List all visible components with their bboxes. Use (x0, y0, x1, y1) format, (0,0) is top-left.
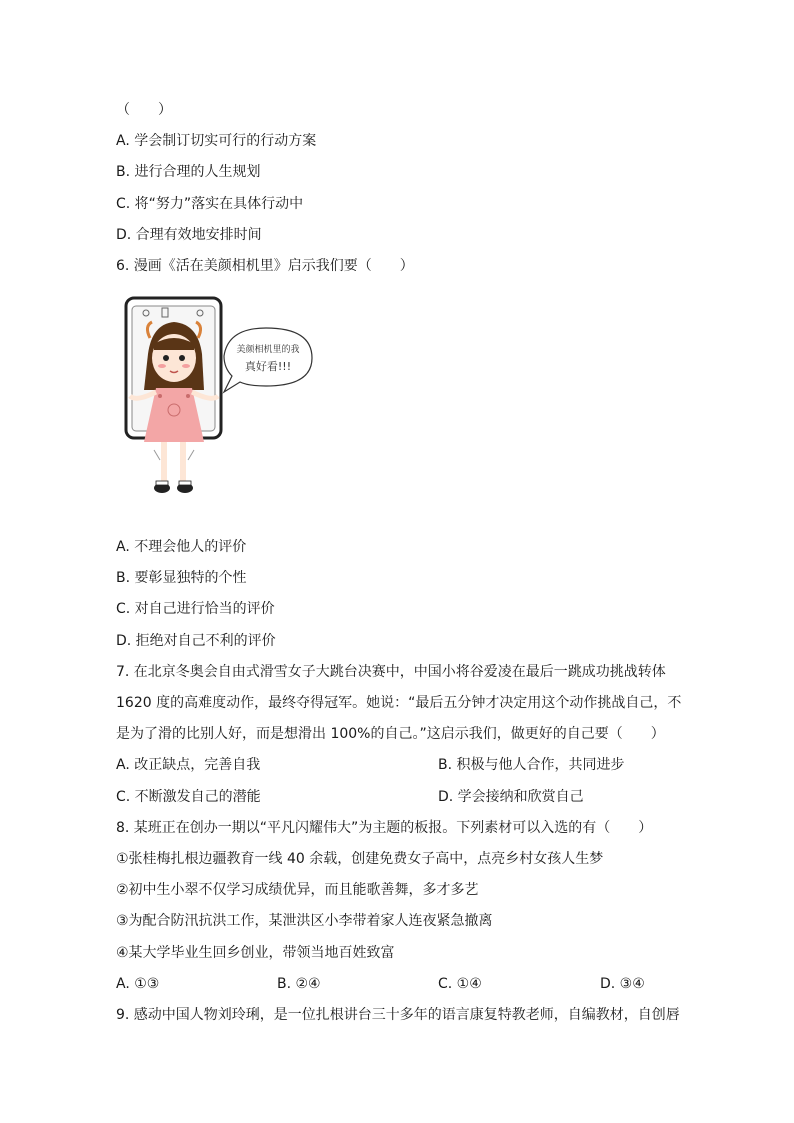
comic-illustration (116, 292, 316, 512)
q8-stem: 8. 某班正在创办一期以“平凡闪耀伟大”为主题的板报。下列素材可以入选的有（ ） (116, 820, 653, 836)
q7-stem-line1: 7. 在北京冬奥会自由式滑雪女子大跳台决赛中，中国小将谷爱凌在最后一跳成功挑战转体 (116, 664, 666, 680)
q7-option-b: B. 积极与他人合作，共同进步 (438, 757, 625, 773)
q6-stem: 6. 漫画《活在美颜相机里》启示我们要（ ） (116, 258, 414, 274)
bubble-line2: 真好看!!! (244, 360, 292, 373)
q6-option-a: A. 不理会他人的评价 (116, 539, 247, 555)
q8-option-c: C. ①④ (438, 976, 482, 992)
q7-option-a: A. 改正缺点，完善自我 (116, 757, 261, 773)
q8-item-4: ④某大学毕业生回乡创业，带领当地百姓致富 (116, 945, 395, 961)
q5-option-d: D. 合理有效地安排时间 (116, 227, 262, 243)
q7-stem-line3: 是为了滑的比别人好，而是想滑出 100%的自己。”这启示我们，做更好的自己要（ ） (116, 726, 665, 742)
q5-stem-tail: （ ） (116, 102, 172, 118)
q8-item-3: ③为配合防汛抗洪工作，某泄洪区小李带着家人连夜紧急撤离 (116, 913, 493, 929)
q8-item-1: ①张桂梅扎根边疆教育一线 40 余载，创建免费女子高中，点亮乡村女孩人生梦 (116, 851, 604, 867)
q8-option-d: D. ③④ (600, 976, 645, 992)
q8-option-a: A. ①③ (116, 976, 160, 992)
q6-option-b: B. 要彰显独特的个性 (116, 570, 247, 586)
q6-option-c: C. 对自己进行恰当的评价 (116, 601, 275, 617)
q7-option-d: D. 学会接纳和欣赏自己 (438, 789, 584, 805)
q6-option-d: D. 拒绝对自己不利的评价 (116, 633, 276, 649)
q7-stem-line2: 1620 度的高难度动作，最终夺得冠军。她说：“最后五分钟才决定用这个动作挑战自己，不 (116, 695, 682, 711)
q7-option-c: C. 不断激发自己的潜能 (116, 789, 261, 805)
q5-option-a: A. 学会制订切实可行的行动方案 (116, 133, 317, 149)
q8-option-b: B. ②④ (277, 976, 321, 992)
bubble-line1: 美颜相机里的我 (236, 345, 300, 355)
q8-item-2: ②初中生小翠不仅学习成绩优异，而且能歌善舞，多才多艺 (116, 882, 479, 898)
q5-option-b: B. 进行合理的人生规划 (116, 164, 261, 180)
q9-stem: 9. 感动中国人物刘玲琍，是一位扎根讲台三十多年的语言康复特教老师，自编教材，自创唇 (116, 1007, 680, 1023)
q5-option-c: C. 将“努力”落实在具体行动中 (116, 196, 304, 212)
